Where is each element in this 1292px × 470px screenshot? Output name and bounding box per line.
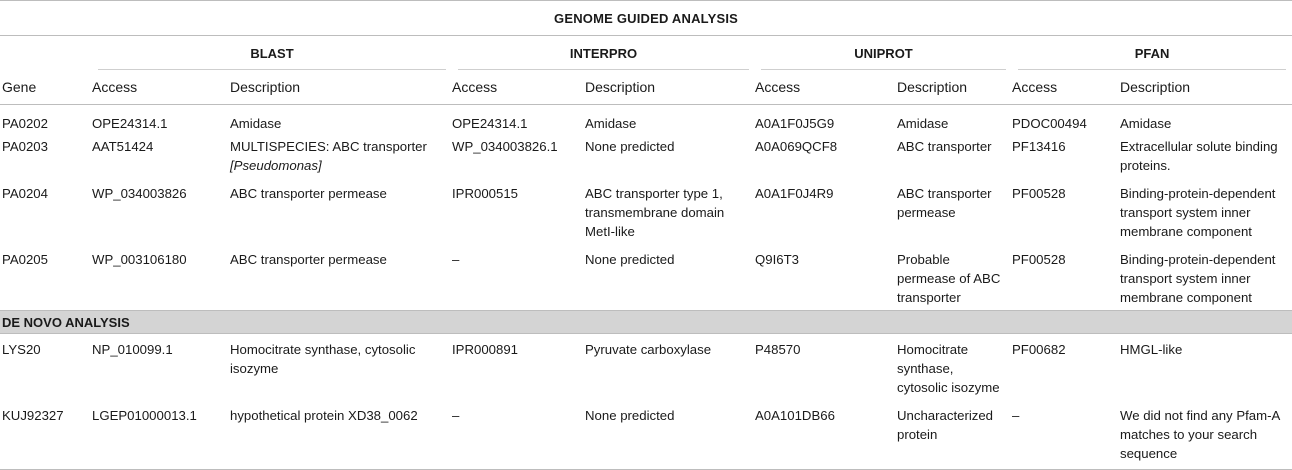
table-row — [0, 244, 1292, 311]
interpro-description-cell: None predicted — [585, 400, 755, 470]
gene-cell: PA0202 — [2, 116, 48, 131]
interpro-access-cell: IPR000891 — [452, 342, 518, 357]
blast-description-cell: ABC transporter permease — [230, 252, 387, 267]
pfan-description-cell: Extracellular solute binding proteins. — [1120, 139, 1278, 173]
blast-access-cell: OPE24314.1 — [92, 116, 168, 131]
gene-cell: LYS20 — [2, 342, 41, 357]
pfan-access-cell: PF00528 — [1012, 186, 1066, 201]
group-pfan: PFAN — [1012, 36, 1292, 71]
blast-access-cell: AAT51424 — [92, 139, 154, 154]
table-title: GENOME GUIDED ANALYSIS — [0, 1, 1292, 36]
table-row — [0, 178, 1292, 244]
col-header-blast-description: Description — [230, 70, 452, 105]
uniprot-description-cell: ABC transporter — [897, 139, 992, 154]
interpro-description-cell: None predicted — [585, 139, 675, 154]
table-row — [0, 105, 1292, 137]
table-row — [0, 400, 1292, 470]
uniprot-access-cell: A0A1F0J4R9 — [755, 186, 834, 201]
uniprot-access-cell: Q9I6T3 — [755, 252, 799, 267]
col-header-interpro-description: Description — [585, 70, 755, 105]
interpro-description-cell: Amidase — [585, 116, 637, 131]
interpro-access-cell: WP_034003826.1 — [452, 139, 558, 154]
uniprot-description-cell: Probable permease of ABC transporter — [897, 252, 1001, 305]
uniprot-access-cell: P48570 — [755, 342, 801, 357]
interpro-access-cell: – — [452, 252, 460, 267]
interpro-description-cell: Pyruvate carboxylase — [585, 342, 712, 357]
gene-cell: KUJ92327 — [0, 400, 92, 470]
blast-access-cell: WP_034003826 — [92, 186, 187, 201]
pfan-description-cell: Binding-protein-dependent transport system inner membrane component — [1120, 186, 1276, 239]
uniprot-description-cell: Uncharacterized protein — [897, 400, 1012, 470]
pfan-access-cell: PF13416 — [1012, 139, 1066, 154]
table-row — [0, 136, 1292, 178]
blast-description-cell: Amidase — [230, 116, 282, 131]
section-denovo-label: DE NOVO ANALYSIS — [0, 311, 1292, 334]
uniprot-description-cell: ABC transporter permease — [897, 186, 992, 220]
blast-access-cell: WP_003106180 — [92, 252, 187, 267]
group-empty — [0, 36, 92, 71]
pfan-description-cell: Amidase — [1120, 116, 1172, 131]
pfan-access-cell: – — [1012, 400, 1120, 470]
interpro-access-cell: – — [452, 400, 585, 470]
gene-cell: PA0205 — [2, 252, 48, 267]
col-header-uniprot-description: Description — [897, 70, 1012, 105]
interpro-access-cell: IPR000515 — [452, 186, 518, 201]
blast-description-cell: hypothetical protein XD38_0062 — [230, 400, 452, 470]
uniprot-description-cell: Amidase — [897, 116, 949, 131]
section-header — [0, 311, 1292, 334]
pfan-access-cell: PDOC00494 — [1012, 116, 1087, 131]
interpro-description-cell: None predicted — [585, 252, 675, 267]
uniprot-access-cell: A0A069QCF8 — [755, 139, 838, 154]
uniprot-access-cell: A0A1F0J5G9 — [755, 116, 835, 131]
gene-cell: PA0204 — [2, 186, 48, 201]
col-header-interpro-access: Access — [452, 70, 585, 105]
group-blast: BLAST — [92, 36, 452, 71]
col-header-uniprot-access: Access — [755, 70, 897, 105]
col-header-gene: Gene — [0, 70, 92, 105]
pfan-description-cell: Binding-protein-dependent transport system inner membrane component — [1120, 252, 1276, 305]
pfan-description-cell: HMGL-like — [1120, 342, 1183, 357]
pfan-access-cell: PF00528 — [1012, 252, 1066, 267]
blast-description-cell: ABC transporter permease — [230, 186, 387, 201]
blast-access-cell: LGEP01000013.1 — [92, 400, 230, 470]
col-header-blast-access: Access — [92, 70, 230, 105]
blast-description-cell: Homocitrate synthase, cytosolic isozyme — [230, 342, 416, 376]
group-uniprot: UNIPROT — [755, 36, 1012, 71]
pfan-access-cell: PF00682 — [1012, 342, 1066, 357]
pfan-description-cell: We did not find any Pfam-A matches to your search sequence — [1120, 400, 1292, 470]
organism-italic: [Pseudomonas] — [230, 158, 322, 173]
uniprot-description-cell: Homocitrate synthase, cytosolic isozyme — [897, 342, 1000, 395]
blast-access-cell: NP_010099.1 — [92, 342, 173, 357]
table-row — [0, 334, 1292, 401]
gene-cell: PA0203 — [2, 139, 48, 154]
interpro-access-cell: OPE24314.1 — [452, 116, 528, 131]
uniprot-access-cell: A0A101DB66 — [755, 400, 897, 470]
blast-description-cell: MULTISPECIES: ABC transporter [Pseudomonas] — [230, 139, 427, 173]
col-header-pfan-description: Description — [1120, 70, 1292, 105]
group-interpro: INTERPRO — [452, 36, 755, 71]
interpro-description-cell: ABC transporter type 1, transmembrane domain MetI-like — [585, 186, 725, 239]
col-header-pfan-access: Access — [1012, 70, 1120, 105]
